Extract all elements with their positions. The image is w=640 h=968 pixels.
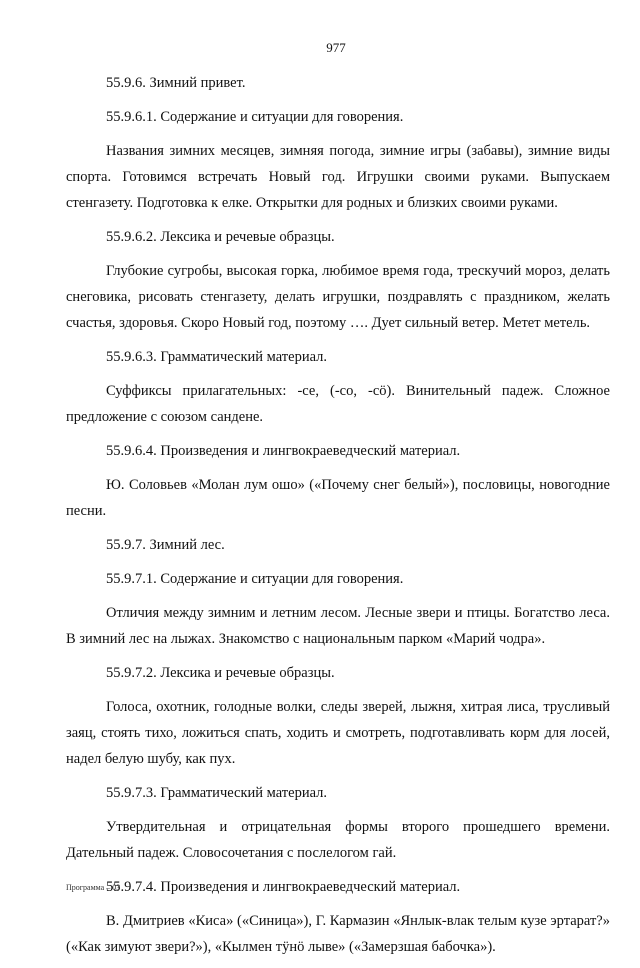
subsection-heading: 55.9.7.1. Содержание и ситуации для говорения.: [106, 571, 404, 587]
document-body: [66, 70, 610, 968]
section-heading: 55.9.7. Зимний лес.: [106, 537, 225, 553]
subsection-heading: 55.9.6.4. Произведения и лингвокраеведческий материал.: [106, 443, 461, 459]
subsection-heading: 55.9.6.2. Лексика и речевые образцы.: [106, 229, 335, 245]
paragraph: В. Дмитриев «Киса» («Синица»), Г. Кармазин «Янлык-влак телым кузе эртарат?» («Как зимуют звери?»), «Кылмен тӱнӧ лыве» («Замерзшая бабочка»).: [66, 913, 610, 955]
subsection-heading: 55.9.6.1. Содержание и ситуации для говорения.: [106, 109, 404, 125]
paragraph: Глубокие сугробы, высокая горка, любимое время года, трескучий мороз, делать снеговика, рисовать стенгазету, делать игрушки, поздравлять с праздником, желать счастья, здоровья. Скоро Новый год, поэтому …. Дует сильный ветер. Метет метель.: [66, 263, 610, 331]
subsection-heading: 55.9.7.4. Произведения и лингвокраеведческий материал.: [106, 879, 461, 895]
paragraph: Суффиксы прилагательных: -се, (-со, -сӧ). Винительный падеж. Сложное предложение с союзом сандене.: [66, 383, 610, 425]
section-heading: 55.9.6. Зимний привет.: [106, 75, 246, 91]
paragraph: Ю. Соловьев «Молан лум ошо» («Почему снег белый»), пословицы, новогодние песни.: [66, 477, 610, 519]
paragraph: Отличия между зимним и летним лесом. Лесные звери и птицы. Богатство леса. В зимний лес на лыжах. Знакомство с национальным парком «Марий чодра».: [66, 605, 610, 647]
subsection-heading: 55.9.7.2. Лексика и речевые образцы.: [106, 665, 335, 681]
subsection-heading: 55.9.7.3. Грамматический материал.: [106, 785, 327, 801]
page-number: 977: [326, 40, 346, 55]
subsection-heading: 55.9.6.3. Грамматический материал.: [106, 349, 327, 365]
paragraph: Утвердительная и отрицательная формы второго прошедшего времени. Дательный падеж. Словосочетания с послелогом гай.: [66, 819, 610, 861]
paragraph: Названия зимних месяцев, зимняя погода, зимние игры (забавы), зимние виды спорта. Готовимся встречать Новый год. Игрушки своими руками. Выпускаем стенгазету. Подготовка к елке. Открытки для родных и близких своими руками.: [66, 143, 610, 211]
footer-note: Программа – 03: [66, 883, 121, 892]
paragraph: Голоса, охотник, голодные волки, следы зверей, лыжня, хитрая лиса, трусливый заяц, стоять тихо, ложиться спать, ходить и смотреть, подготавливать корм для лосей, надел белую шубу, как пух.: [66, 699, 610, 767]
